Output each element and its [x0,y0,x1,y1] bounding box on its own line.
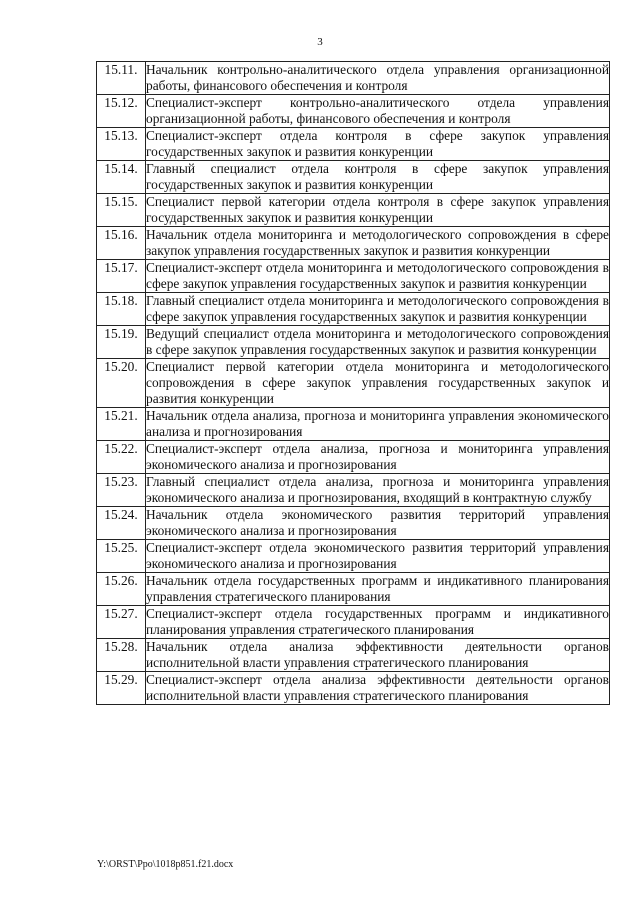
row-number: 15.15. [97,194,146,227]
row-number: 15.13. [97,128,146,161]
table-row [97,606,610,639]
row-number: 15.28. [97,639,146,672]
position-title: Специалист-эксперт отдела анализа эффективности деятельности органов исполнительной власти управления стратегического планирования [146,672,609,703]
row-number: 15.29. [97,672,146,705]
table-row [97,540,610,573]
table-row [97,639,610,672]
row-number: 15.27. [97,606,146,639]
table-row [97,359,610,408]
row-number: 15.12. [97,95,146,128]
table-row [97,293,610,326]
position-title: Начальник отдела экономического развития территорий управления экономического анализа и прогнозирования [146,507,609,538]
table-row [97,161,610,194]
row-number: 15.21. [97,408,146,441]
position-title: Специалист-эксперт отдела мониторинга и методологического сопровождения в сфере закупок управления государственных закупок и развития конкуренции [146,260,609,291]
page-number: 3 [317,36,323,48]
table-row [97,573,610,606]
row-number: 15.14. [97,161,146,194]
table-row [97,474,610,507]
position-title: Специалист-эксперт отдела экономического развития территорий управления экономического анализа и прогнозирования [146,540,609,571]
file-path-footer: Y:\ORST\Ppo\1018p851.f21.docx [97,859,234,870]
row-number: 15.16. [97,227,146,260]
table-row [97,507,610,540]
row-number: 15.11. [97,62,146,95]
position-title: Специалист-эксперт отдела контроля в сфере закупок управления государственных закупок и развития конкуренции [146,128,609,159]
row-number: 15.20. [97,359,146,408]
table-row [97,672,610,705]
row-number: 15.24. [97,507,146,540]
position-title: Специалист первой категории отдела контроля в сфере закупок управления государственных закупок и развития конкуренции [146,194,609,225]
position-title: Главный специалист отдела анализа, прогноза и мониторинга управления экономического анализа и прогнозирования, входящий в контрактную службу [146,474,609,505]
table-row [97,194,610,227]
position-title: Начальник отдела мониторинга и методологического сопровождения в сфере закупок управления государственных закупок и развития конкуренции [146,227,609,258]
table-row [97,441,610,474]
table-row [97,95,610,128]
row-number: 15.25. [97,540,146,573]
position-title: Начальник отдела анализа, прогноза и мониторинга управления экономического анализа и прогнозирования [146,408,609,439]
position-title: Начальник контрольно-аналитического отдела управления организационной работы, финансового обеспечения и контроля [146,62,609,93]
positions-table [96,61,610,705]
row-number: 15.18. [97,293,146,326]
position-title: Начальник отдела анализа эффективности деятельности органов исполнительной власти управления стратегического планирования [146,639,609,670]
table-row [97,62,610,95]
row-number: 15.26. [97,573,146,606]
position-title: Специалист-эксперт отдела анализа, прогноза и мониторинга управления экономического анализа и прогнозирования [146,441,609,472]
table-row [97,326,610,359]
table-row [97,227,610,260]
position-title: Главный специалист отдела мониторинга и методологического сопровождения в сфере закупок управления государственных закупок и развития конкуренции [146,293,609,324]
position-title: Ведущий специалист отдела мониторинга и методологического сопровождения в сфере закупок управления государственных закупок и развития конкуренции [146,326,609,357]
row-number: 15.23. [97,474,146,507]
table-row [97,128,610,161]
position-title: Специалист-эксперт контрольно-аналитического отдела управления организационной работы, финансового обеспечения и контроля [146,95,609,126]
row-number: 15.19. [97,326,146,359]
position-title: Специалист первой категории отдела мониторинга и методологического сопровождения в сфере закупок управления государственных закупок и развития конкуренции [146,359,609,406]
row-number: 15.22. [97,441,146,474]
table-row [97,408,610,441]
position-title: Начальник отдела государственных программ и индикативного планирования управления стратегического планирования [146,573,609,604]
position-title: Главный специалист отдела контроля в сфере закупок управления государственных закупок и развития конкуренции [146,161,609,192]
position-title: Специалист-эксперт отдела государственных программ и индикативного планирования управления стратегического планирования [146,606,609,637]
row-number: 15.17. [97,260,146,293]
table-row [97,260,610,293]
